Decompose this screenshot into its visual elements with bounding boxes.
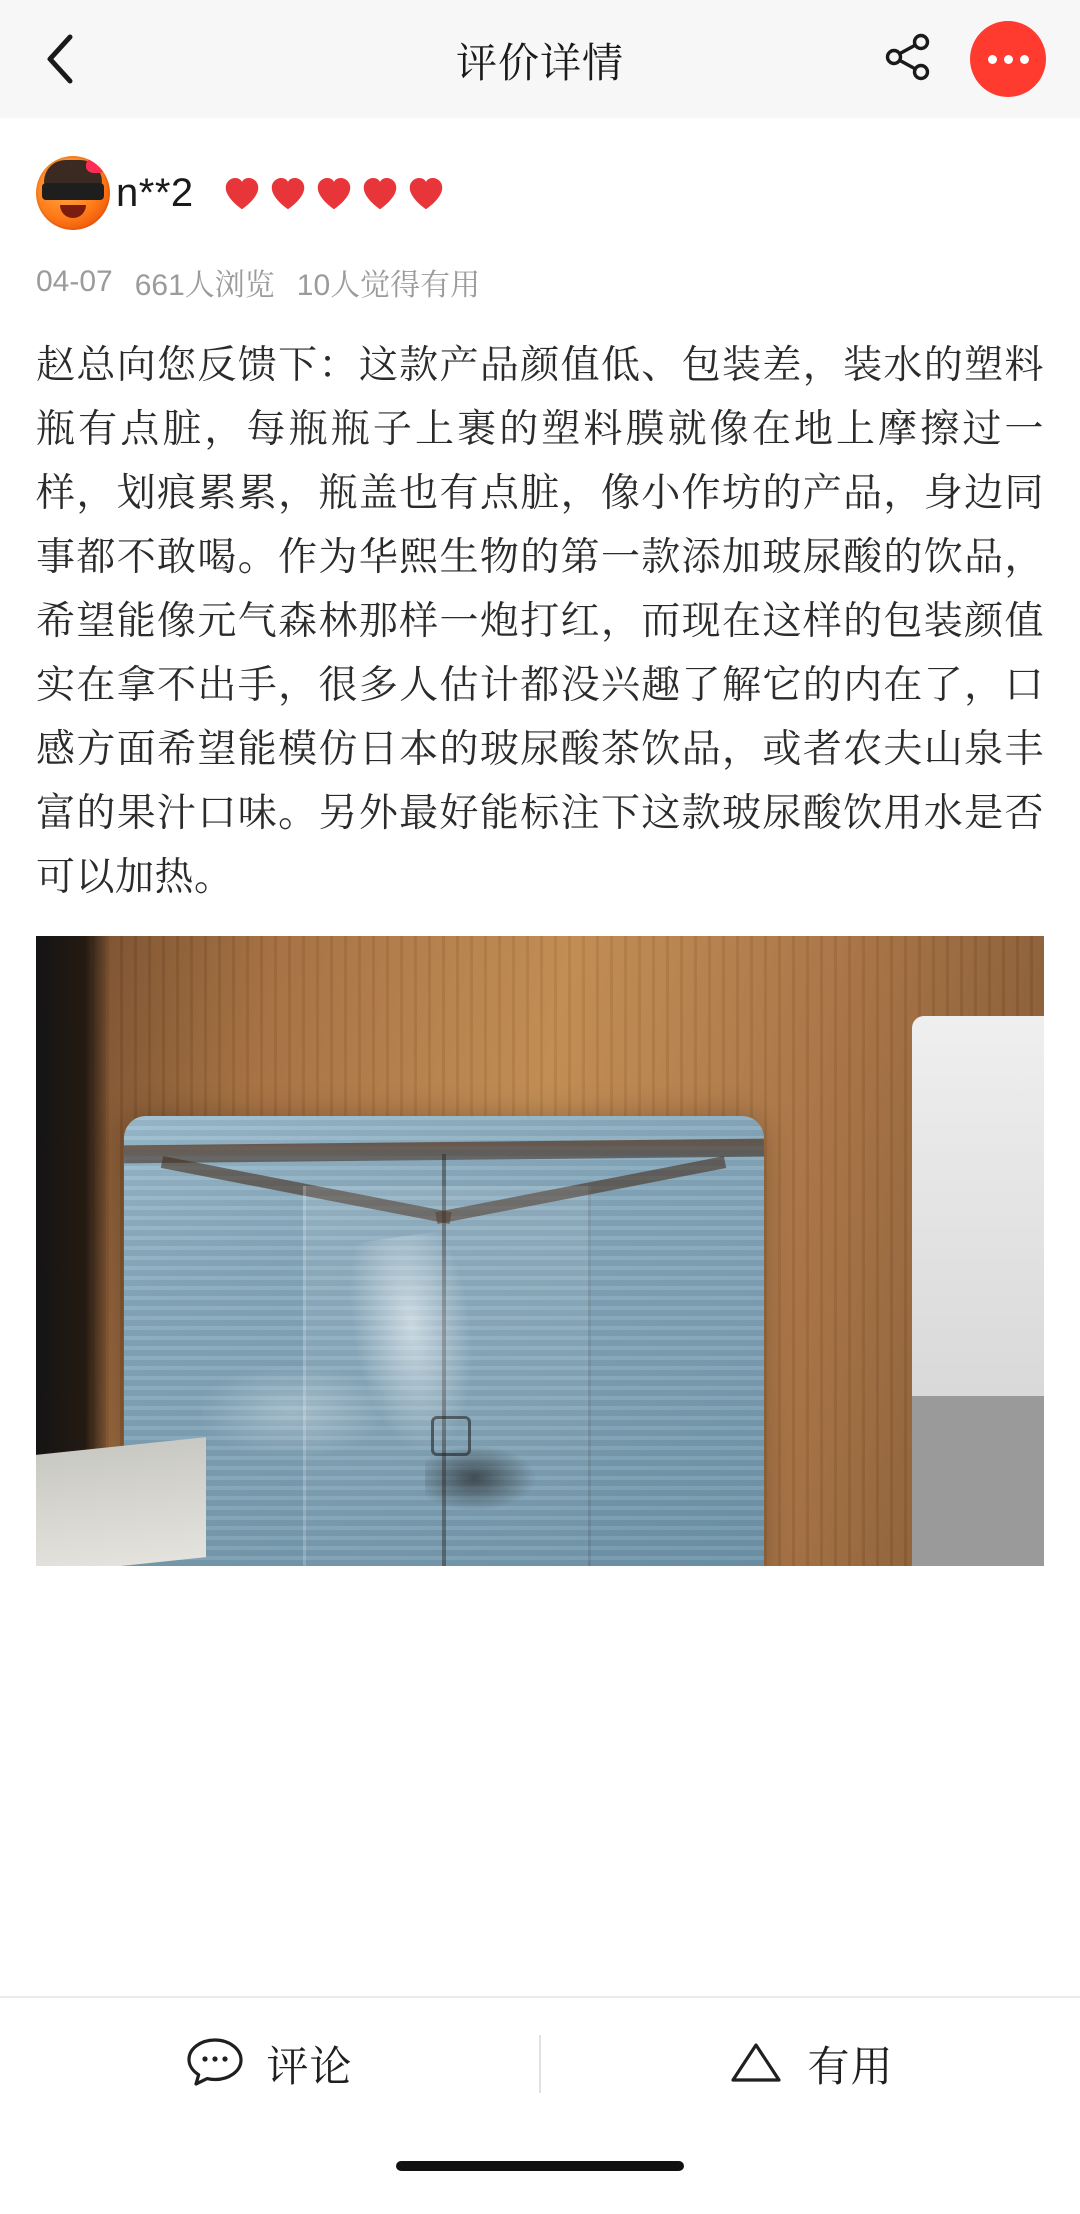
top-bar-actions [882,21,1046,97]
triangle-up-icon [727,2037,785,2092]
helpful-label: 有用 [807,2043,894,2090]
review-author-row [36,118,1044,230]
chevron-left-icon [42,31,82,87]
page-title: 评价详情 [456,39,624,86]
heart-icon [268,173,308,213]
review-views: 661人浏览 [134,269,275,302]
review-date: 04-07 [36,265,113,298]
review-helpful-count: 10人觉得有用 [296,269,481,302]
heart-icon [222,173,262,213]
review-meta [36,260,1044,304]
share-button[interactable] [882,32,936,86]
more-bubble-icon [988,55,1029,64]
bottom-action-bar [0,1996,1080,2130]
share-icon [883,31,935,88]
home-indicator-area [0,2130,1080,2214]
rating-hearts [222,173,446,213]
top-app-bar [0,0,1080,118]
back-button[interactable] [34,31,90,87]
comment-bubble-icon [186,2035,244,2094]
comment-label: 评论 [266,2043,353,2090]
heart-icon [406,173,446,213]
comment-button[interactable] [0,1998,539,2130]
home-indicator[interactable] [396,2161,684,2171]
username: n**2 [116,170,194,215]
review-photo[interactable] [36,936,1044,1566]
review-detail-content [0,118,1080,1566]
heart-icon [314,173,354,213]
heart-icon [360,173,400,213]
review-body: 赵总向您反馈下：这款产品颜值低、包装差，装水的塑料瓶有点脏，每瓶瓶子上裹的塑料膜就像在地上摩擦过一样，划痕累累，瓶盖也有点脏，像小作坊的产品，身边同事都不敢喝。作为华熙生物的第一款添加玻尿酸的饮品，希望能像元气森林那样一炮打红，而现在这样的包装颜值实在拿不出手，很多人估计都没兴趣了解它的内在了，口感方面希望能模仿日本的玻尿酸茶饮品，或者农夫山泉丰富的果汁口味。另外最好能标注下这款玻尿酸饮用水是否可以加热。 [36,344,1044,899]
helpful-button[interactable] [541,1998,1080,2130]
more-button[interactable] [970,21,1046,97]
avatar[interactable] [36,156,110,230]
